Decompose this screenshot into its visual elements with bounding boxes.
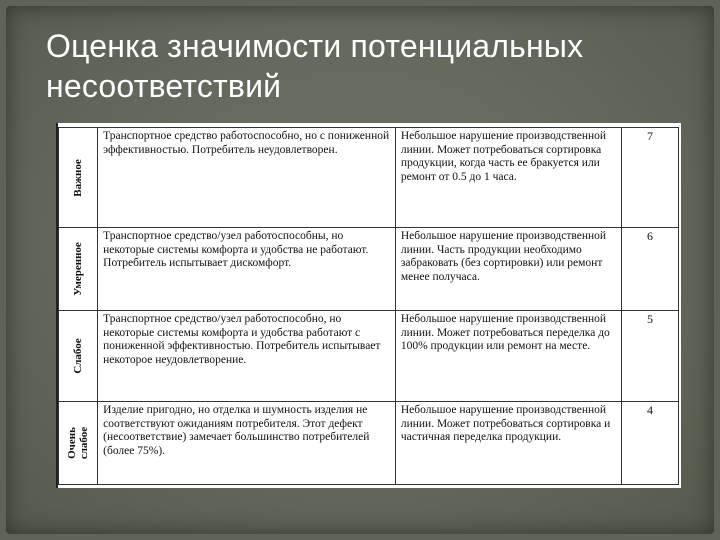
category-label: Очень слабое [66,426,91,460]
table-row [59,228,679,311]
effect-cell: Транспортное средство/узел работоспособно, но некоторые системы комфорта и удобства работают с пониженной эффективностью. Потребитель испытывает некоторое неудовлетворение. [98,311,396,402]
score-cell: 4 [621,402,678,485]
category-cell [59,228,98,311]
slide-title: Оценка значимости потенциальных несоответствий [46,28,584,104]
category-label: Умеренное [72,242,85,296]
table-row [59,402,679,485]
effect-cell: Транспортное средство работоспособно, но с пониженной эффективностью. Потребитель неудовлетворен. [98,128,396,228]
table-row [59,128,679,228]
score-cell: 7 [621,128,678,228]
table-row [59,311,679,402]
category-cell [59,402,98,485]
category-label: Слабое [72,338,85,374]
effect-cell: Изделие пригодно, но отделка и шумность изделия не соответствуют ожиданиям потребителя. Этот дефект (несоответствие) замечает большинство потребителей (более 75%). [98,402,396,485]
production-impact-cell: Небольшое нарушение производственной линии. Может потребоваться сортировка и частичная переделка продукции. [395,402,621,485]
category-cell [59,311,98,402]
production-impact-cell: Небольшое нарушение производственной линии. Может потребоваться переделка до 100% продукции или ремонт на месте. [395,311,621,402]
category-cell [59,128,98,228]
table-sheet [56,123,681,488]
slide-frame [6,6,714,534]
score-cell: 6 [621,228,678,311]
production-impact-cell: Небольшое нарушение производственной линии. Может потребоваться сортировка продукции, когда часть ее бракуется или ремонт от 0.5 до 1 часа. [395,128,621,228]
score-cell: 5 [621,311,678,402]
category-label: Важное [72,158,85,197]
production-impact-cell: Небольшое нарушение производственной линии. Часть продукции необходимо забраковать (без сортировки) или ремонт менее получаса. [395,228,621,311]
effect-cell: Транспортное средство/узел работоспособны, но некоторые системы комфорта и удобства не работают. Потребитель испытывает дискомфорт. [98,228,396,311]
severity-table [58,127,679,485]
